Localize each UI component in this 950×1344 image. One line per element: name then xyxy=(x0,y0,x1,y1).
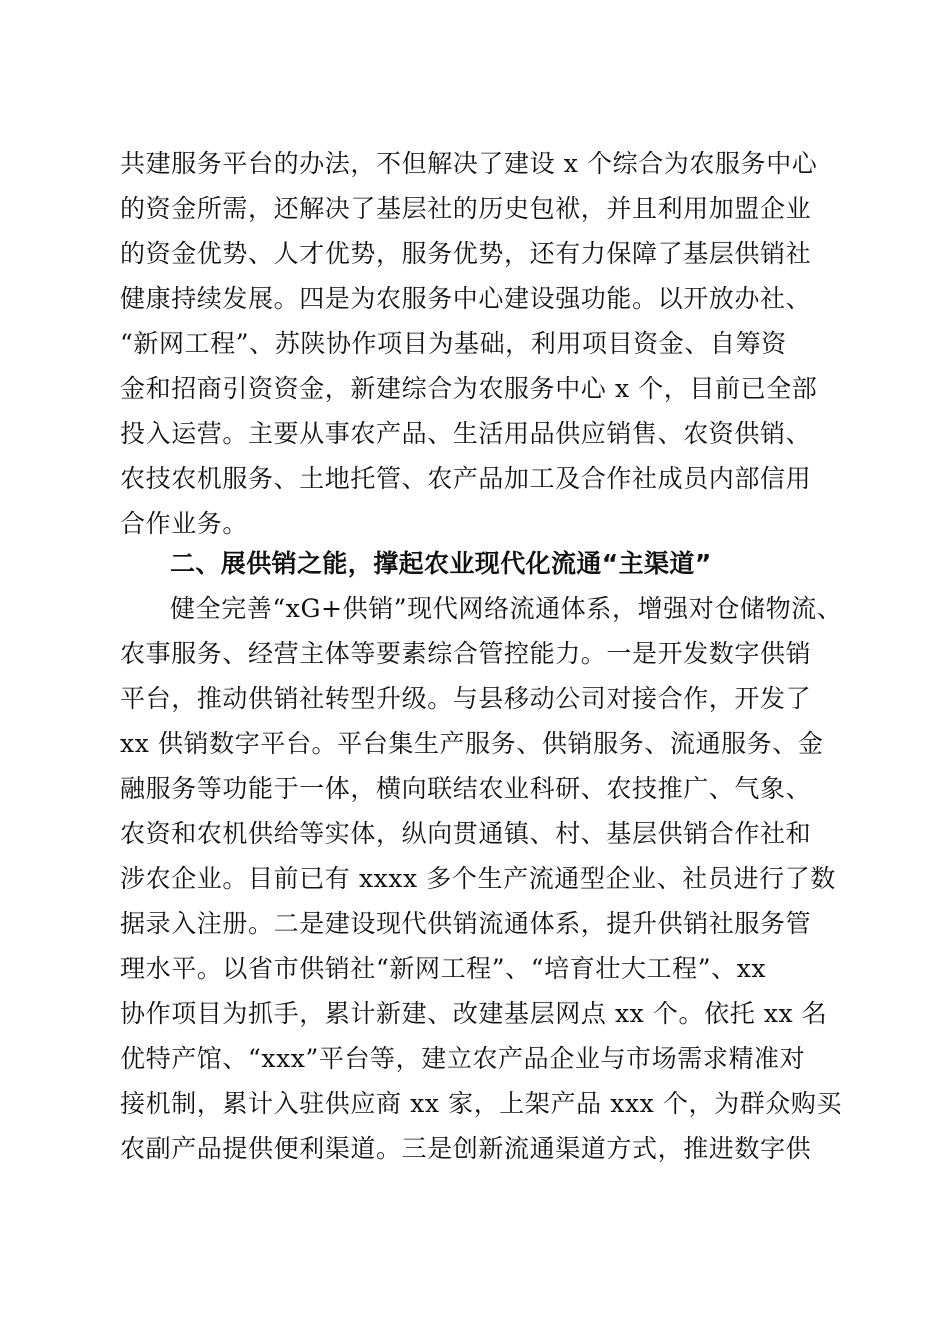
paragraph-line: 协作项目为抓手，累计新建、改建基层网点 xx 个。依托 xx 名 xyxy=(120,999,828,1028)
paragraph-line: 的资金优势、人才优势，服务优势，还有力保障了基层供销社 xyxy=(120,239,812,268)
paragraph-line: 的资金所需，还解决了基层社的历史包袱，并且利用加盟企业 xyxy=(120,194,812,223)
paragraph-line: 农事服务、经营主体等要素综合管控能力。一是开发数字供销 xyxy=(120,639,812,668)
section-heading: 二、展供销之能，撑起农业现代化流通“主渠道” xyxy=(170,549,712,578)
paragraph-line: 金和招商引资资金，新建综合为农服务中心 x 个，目前已全部 xyxy=(120,374,818,403)
paragraph-line: 融服务等功能于一体，横向联结农业科研、农技推广、气象、 xyxy=(120,774,812,803)
paragraph-line: 农副产品提供便利渠道。三是创新流通渠道方式，推进数字供 xyxy=(120,1134,812,1163)
paragraph-line: 涉农企业。目前已有 xxxx 多个生产流通型企业、社员进行了数 xyxy=(120,864,836,893)
paragraph-line: 健康持续发展。四是为农服务中心建设强功能。以开放办社、 xyxy=(120,284,812,313)
paragraph-line: 投入运营。主要从事农产品、生活用品供应销售、农资供销、 xyxy=(120,419,812,448)
paragraph-line: 接机制，累计入驻供应商 xx 家，上架产品 xxx 个，为群众购买 xyxy=(120,1089,843,1118)
paragraph-line: 健全完善“xG+供销”现代网络流通体系，增强对仓储物流、 xyxy=(170,594,843,623)
paragraph-line: 据录入注册。二是建设现代供销流通体系，提升供销社服务管 xyxy=(120,909,812,938)
paragraph-line: 农技农机服务、土地托管、农产品加工及合作社成员内部信用 xyxy=(120,464,812,493)
paragraph-line: 平台，推动供销社转型升级。与县移动公司对接合作，开发了 xyxy=(120,684,812,713)
paragraph-line: 共建服务平台的办法，不但解决了建设 x 个综合为农服务中心 xyxy=(120,149,818,178)
paragraph-line: 农资和农机供给等实体，纵向贯通镇、村、基层供销合作社和 xyxy=(120,819,812,848)
paragraph-line: xx 供销数字平台。平台集生产服务、供销服务、流通服务、金 xyxy=(120,729,824,758)
paragraph-line: 理水平。以省市供销社“新网工程”、“培育壮大工程”、xx xyxy=(120,954,767,983)
paragraph-line: 合作业务。 xyxy=(120,509,249,538)
paragraph-line: “新网工程”、苏陕协作项目为基础，利用项目资金、自筹资 xyxy=(120,329,787,358)
paragraph-line: 优特产馆、“xxx”平台等，建立农产品企业与市场需求精准对 xyxy=(120,1044,806,1073)
